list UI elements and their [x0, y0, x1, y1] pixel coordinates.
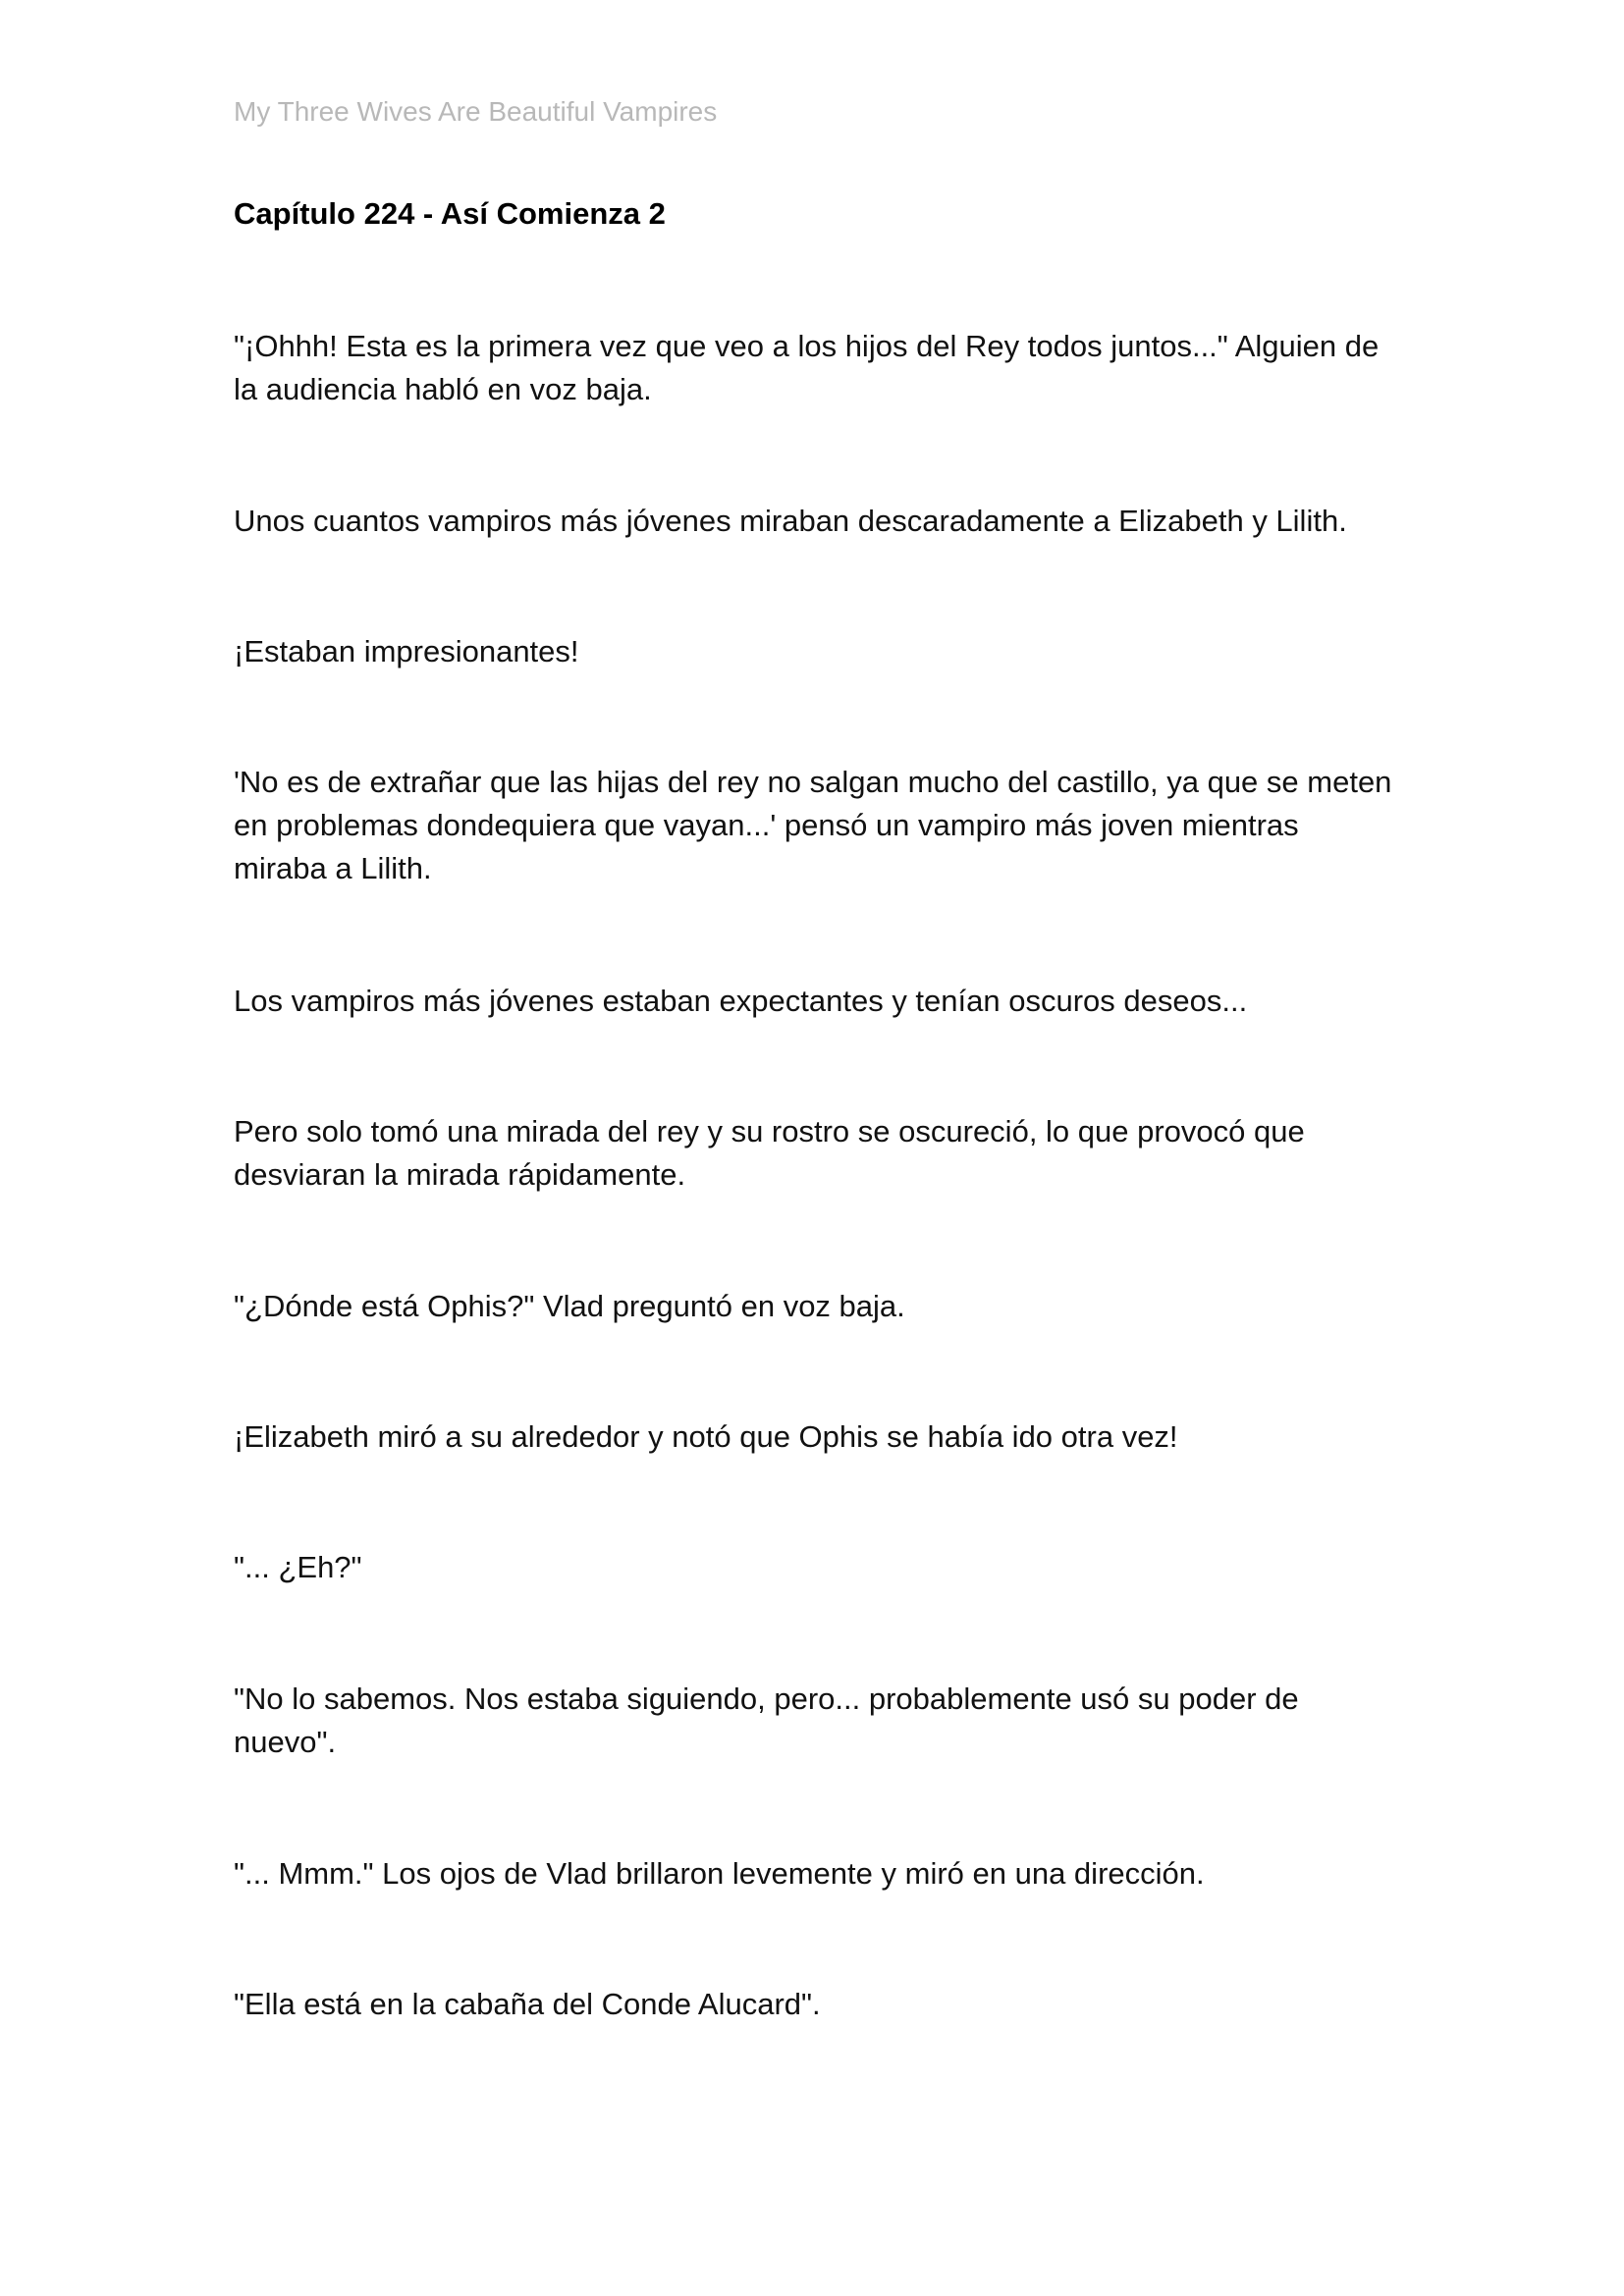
paragraph: "... ¿Eh?" [234, 1550, 362, 1584]
paragraph: "No lo sabemos. Nos estaba siguiendo, pero... probablemente usó su poder de nuevo". [234, 1682, 1299, 1759]
running-header: My Three Wives Are Beautiful Vampires [234, 96, 718, 127]
paragraph: Pero solo tomó una mirada del rey y su rostro se oscureció, lo que provocó que desviaran la mirada rápidamente. [234, 1114, 1305, 1192]
paragraph: Unos cuantos vampiros más jóvenes miraban descaradamente a Elizabeth y Lilith. [234, 504, 1347, 538]
paragraph: 'No es de extrañar que las hijas del rey no salgan mucho del castillo, ya que se meten en problemas dondequiera que vayan...' pensó un vampiro más joven mientras miraba a Lilith. [234, 765, 1392, 885]
paragraph: ¡Estaban impresionantes! [234, 634, 579, 668]
paragraph: "Ella está en la cabaña del Conde Alucard". [234, 1987, 821, 2021]
paragraph: Los vampiros más jóvenes estaban expectantes y tenían oscuros deseos... [234, 984, 1248, 1018]
paragraph: "¡Ohhh! Esta es la primera vez que veo a los hijos del Rey todos juntos..." Alguien de la audiencia habló en voz baja. [234, 329, 1380, 406]
paragraph: "... Mmm." Los ojos de Vlad brillaron levemente y miró en una dirección. [234, 1856, 1205, 1891]
chapter-title: Capítulo 224 - Así Comienza 2 [234, 196, 666, 231]
paragraph: "¿Dónde está Ophis?" Vlad preguntó en voz baja. [234, 1289, 905, 1323]
paragraph: ¡Elizabeth miró a su alrededor y notó que Ophis se había ido otra vez! [234, 1419, 1178, 1454]
